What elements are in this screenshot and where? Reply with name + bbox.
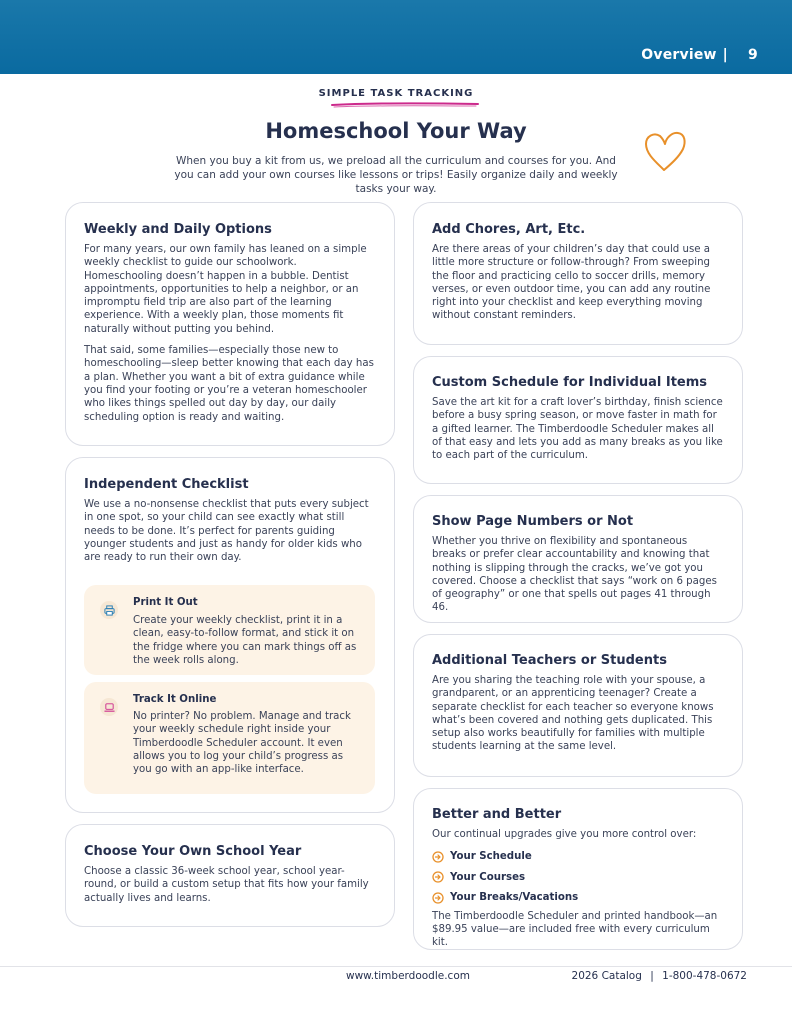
additional-teachers-card	[413, 634, 743, 777]
section-name: Overview	[641, 47, 717, 63]
better-and-better-closing: The Timberdoodle Scheduler and printed handbook—an $89.95 value—are included free with every curriculum kit.	[432, 910, 718, 949]
better-and-better-title: Better and Better	[432, 807, 562, 822]
weekly-daily-paragraph-2: That said, some families—especially those new to homeschooling—sleep better knowing that each day has a plan. Whether you want a bit of extra guidance while you find your footing or you’re a veteran homeschooler who likes things spelled out day by day, our daily scheduling option is ready and waiting.	[84, 345, 374, 423]
list-item	[432, 887, 724, 908]
better-and-better-card	[413, 788, 743, 950]
arrow-circle-icon	[432, 871, 444, 883]
custom-schedule-paragraph: Save the art kit for a craft lover’s birthday, finish science before a busy spring season, or move faster in math for a gifted learner. The Timberdoodle Scheduler makes all of that easy and lets you add as many breaks as you like to each part of the curriculum.	[432, 397, 723, 462]
school-year-card	[65, 824, 395, 927]
track-it-online-text: No printer? No problem. Manage and track your weekly schedule right inside your Timberdoodle Scheduler account. It even allows you to log your child’s progress as you go with an app-like interface.	[133, 711, 351, 776]
upgrade-list	[432, 846, 724, 908]
list-item-label: Your Courses	[450, 871, 526, 883]
printer-icon	[100, 601, 118, 619]
footer-catalog: 2026 Catalog	[571, 970, 642, 982]
independent-checklist-title: Independent Checklist	[84, 477, 249, 492]
print-it-out-text: Create your weekly checklist, print it in a clean, easy-to-follow format, and stick it on the fridge where you can mark things off as the week rolls along.	[133, 615, 357, 666]
footer-phone: 1-800-478-0672	[662, 970, 747, 982]
list-item-label: Your Breaks/Vacations	[450, 892, 579, 904]
list-item	[432, 867, 724, 888]
custom-schedule-card	[413, 356, 743, 484]
weekly-daily-card	[65, 202, 395, 446]
list-item	[432, 846, 724, 867]
page-numbers-paragraph: Whether you thrive on flexibility and spontaneous breaks or prefer clear accountability and knowing that nothing is slipping through the cracks, we’ve got you covered. Choose a checklist that says “work on 6 pages of geography” or one that spells out pages 41 through 46.	[432, 536, 717, 614]
additional-teachers-paragraph: Are you sharing the teaching role with your spouse, a grandparent, or an apprenticing teenager? Create a separate checklist for each teacher so everyone knows what’s been covered and nothing gets duplicated. This setup also works beautifully for families with multiple students learning at the same level.	[432, 675, 714, 753]
print-it-out-title: Print It Out	[133, 597, 198, 608]
laptop-icon	[100, 698, 118, 716]
independent-checklist-paragraph: We use a no-nonsense checklist that puts every subject in one spot, so your child can see exactly what still needs to be done. It’s perfect for parents guiding younger students and just as handy for older kids who are ready to run their own day.	[84, 499, 369, 564]
chores-art-card	[413, 202, 743, 345]
weekly-daily-paragraph-1: For many years, our own family has leaned on a simple weekly checklist to guide our schoolwork. Homeschooling doesn’t happen in a bubble. Dentist appointments, opportunities to help a neighbor, or an impromptu field trip are also part of the learning experience. With a weekly plan, those moments fit naturally without putting you behind.	[84, 244, 367, 335]
custom-schedule-title: Custom Schedule for Individual Items	[432, 375, 708, 390]
track-it-online-title: Track It Online	[133, 694, 217, 705]
list-item-label: Your Schedule	[450, 851, 532, 863]
school-year-paragraph: Choose a classic 36-week school year, school year-round, or build a custom setup that fits how your family actually lives and learns.	[84, 866, 369, 904]
weekly-daily-title: Weekly and Daily Options	[84, 222, 272, 237]
footer-website-link[interactable]: www.timberdoodle.com	[346, 970, 470, 982]
additional-teachers-title: Additional Teachers or Students	[432, 653, 667, 668]
footer-divider	[0, 966, 792, 967]
page-title: Homeschool Your Way	[265, 119, 527, 143]
arrow-circle-icon	[432, 892, 444, 904]
print-it-out-panel	[84, 585, 375, 675]
eyebrow-label: SIMPLE TASK TRACKING	[318, 88, 474, 99]
intro-text: When you buy a kit from us, we preload all the curriculum and courses for you. And you can add your own courses like lessons or trips! Easily organize daily and weekly tasks your way.	[174, 155, 618, 195]
footer-catalog-info	[572, 970, 747, 982]
header-separator: |	[722, 47, 728, 63]
heart-doodle-icon	[642, 128, 688, 174]
track-it-online-panel	[84, 682, 375, 794]
eyebrow-underline	[330, 101, 480, 108]
arrow-circle-icon	[432, 851, 444, 863]
better-and-better-intro: Our continual upgrades give you more control over:	[432, 829, 697, 840]
page-number: 9	[748, 47, 758, 63]
chores-art-title: Add Chores, Art, Etc.	[432, 222, 586, 237]
page-numbers-title: Show Page Numbers or Not	[432, 514, 634, 529]
chores-art-paragraph: Are there areas of your children’s day that could use a little more structure or follow-through? From sweeping the floor and practicing cello to soccer drills, memory verses, or even outdoor time, you can add any routine right into your checklist and keep everything moving without constant reminders.	[432, 244, 711, 322]
header-bar	[0, 0, 792, 74]
page-numbers-card	[413, 495, 743, 623]
school-year-title: Choose Your Own School Year	[84, 844, 302, 859]
footer-separator: |	[650, 970, 654, 982]
section-label	[641, 47, 758, 63]
